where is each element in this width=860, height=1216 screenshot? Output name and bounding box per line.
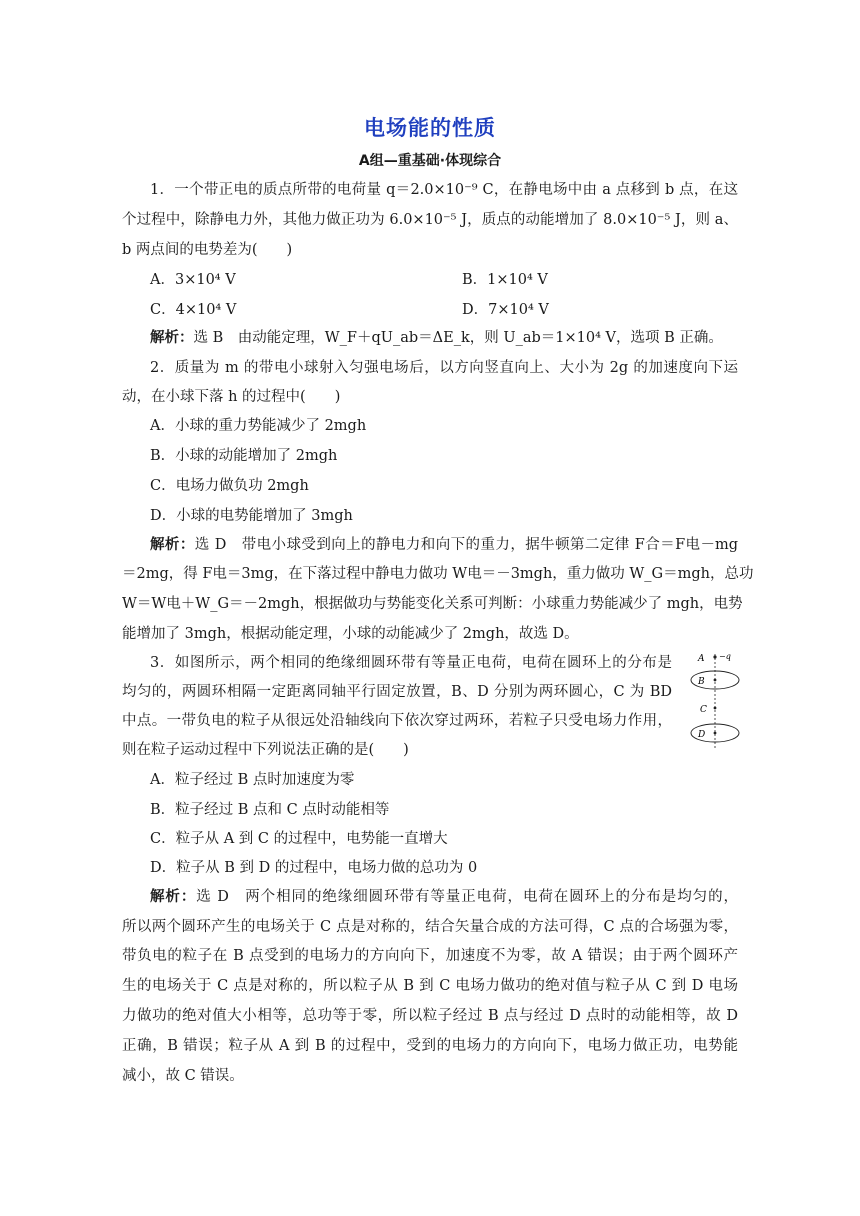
q2-option-a: A．小球的重力势能减少了 2mgh (150, 418, 367, 434)
q2-line-2: 动，在小球下落 h 的过程中( ) (122, 389, 341, 405)
q3-analysis-line-6: 正确，B 错误；粒子从 A 到 B 的过程中，受到的电场力的方向向下，电场力做正功，电势能 (122, 1038, 738, 1054)
label-d: D (698, 730, 706, 740)
q3-line-2: 均匀的，两圆环相隔一定距离同轴平行固定放置，B、D 分别为两环圆心，C 为 BD (122, 684, 672, 700)
q2-option-b: B．小球的动能增加了 2mgh (150, 448, 338, 464)
page-title: 电场能的性质 (364, 116, 496, 140)
q3-line-1: 3．如图所示，两个相同的绝缘细圆环带有等量正电荷，电荷在圆环上的分布是 (150, 655, 672, 671)
q3-analysis-line-3: 带负电的粒子在 B 点受到的电场力的方向向下，加速度不为零，故 A 错误；由于两个圆环产 (122, 948, 738, 964)
analysis-label: 解析： (150, 888, 197, 905)
q2-analysis-line-2: ＝2mg，得 F电＝3mg，在下落过程中静电力做功 W电＝－3mgh，重力做功 W_G＝mgh，总功 (122, 566, 754, 582)
q3-analysis-line-7: 减小，故 C 错误。 (122, 1068, 244, 1084)
q3-analysis-text-1: 选 D 两个相同的绝缘细圆环带有等量正电荷，电荷在圆环上的分布是均匀的， (196, 889, 739, 905)
q2-analysis-line-3: W＝W电＋W_G＝－2mgh，根据做功与势能变化关系可判断：小球重力势能减少了 mgh，电势 (122, 596, 743, 612)
q3-option-b: B．粒子经过 B 点和 C 点时动能相等 (150, 802, 390, 818)
q3-analysis-line-2: 所以两个圆环产生的电场关于 C 点是对称的，结合矢量合成的方法可得，C 点的合场强为零， (122, 919, 738, 935)
q2-analysis-line-1 (150, 535, 738, 555)
q1-option-a: A．3×10⁴ V (150, 272, 236, 288)
q1-line-2: 个过程中，除静电力外，其他力做正功为 6.0×10⁻⁵ J，质点的动能增加了 8.0×10⁻⁵ J，则 a、 (122, 212, 738, 228)
analysis-label: 解析： (150, 536, 195, 553)
q3-analysis-line-1 (150, 887, 738, 907)
label-a: A (698, 654, 705, 664)
label-c: C (700, 705, 707, 715)
q1-analysis (150, 328, 723, 348)
q2-line-1: 2．质量为 m 的带电小球射入匀强电场后，以方向竖直向上、大小为 2g 的加速度向下运 (150, 360, 738, 376)
q1-line-3: b 两点间的电势差为( ) (122, 242, 293, 258)
q1-option-d: D．7×10⁴ V (462, 302, 549, 318)
section-subtitle: A组—重基础·体现综合 (358, 153, 502, 169)
q2-option-c: C．电场力做负功 2mgh (150, 478, 309, 494)
q3-line-3: 中点。一带负电的粒子从很远处沿轴线向下依次穿过两环，若粒子只受电场力作用， (122, 713, 672, 729)
q3-option-c: C．粒子从 A 到 C 的过程中，电势能一直增大 (150, 831, 448, 847)
q3-line-4: 则在粒子运动过程中下列说法正确的是( ) (122, 742, 409, 758)
q1-analysis-text: 选 B 由动能定理，W_F＋qU_ab＝ΔE_k，则 U_ab＝1×10⁴ V，选项 B 正确。 (193, 330, 723, 346)
q1-option-c: C．4×10⁴ V (150, 302, 237, 318)
q1-option-b: B．1×10⁴ V (462, 272, 548, 288)
analysis-label: 解析： (150, 329, 194, 346)
two-rings-figure (688, 650, 742, 750)
label-b: B (698, 677, 705, 687)
q3-option-a: A．粒子经过 B 点时加速度为零 (150, 772, 355, 788)
label-minus-q: −q (719, 652, 731, 661)
q2-analysis-text-1: 选 D 带电小球受到向上的静电力和向下的重力，据牛顿第二定律 F合＝F电－mg (194, 537, 739, 553)
q3-analysis-line-4: 生的电场关于 C 点是对称的，所以粒子从 B 到 C 电场力做功的绝对值与粒子从 C 到 D 电场 (122, 978, 738, 994)
q1-line-1: 1．一个带正电的质点所带的电荷量 q＝2.0×10⁻⁹ C，在静电场中由 a 点移到 b 点，在这 (150, 182, 738, 198)
q3-analysis-line-5: 力做功的绝对值大小相等，总功等于零，所以粒子经过 B 点与经过 D 点时的动能相等，故 D (122, 1008, 738, 1024)
q2-analysis-line-4: 能增加了 3mgh，根据动能定理，小球的动能减少了 2mgh，故选 D。 (122, 626, 579, 642)
q3-option-d: D．粒子从 B 到 D 的过程中，电场力做的总功为 0 (150, 860, 478, 876)
q2-option-d: D．小球的电势能增加了 3mgh (150, 508, 353, 524)
